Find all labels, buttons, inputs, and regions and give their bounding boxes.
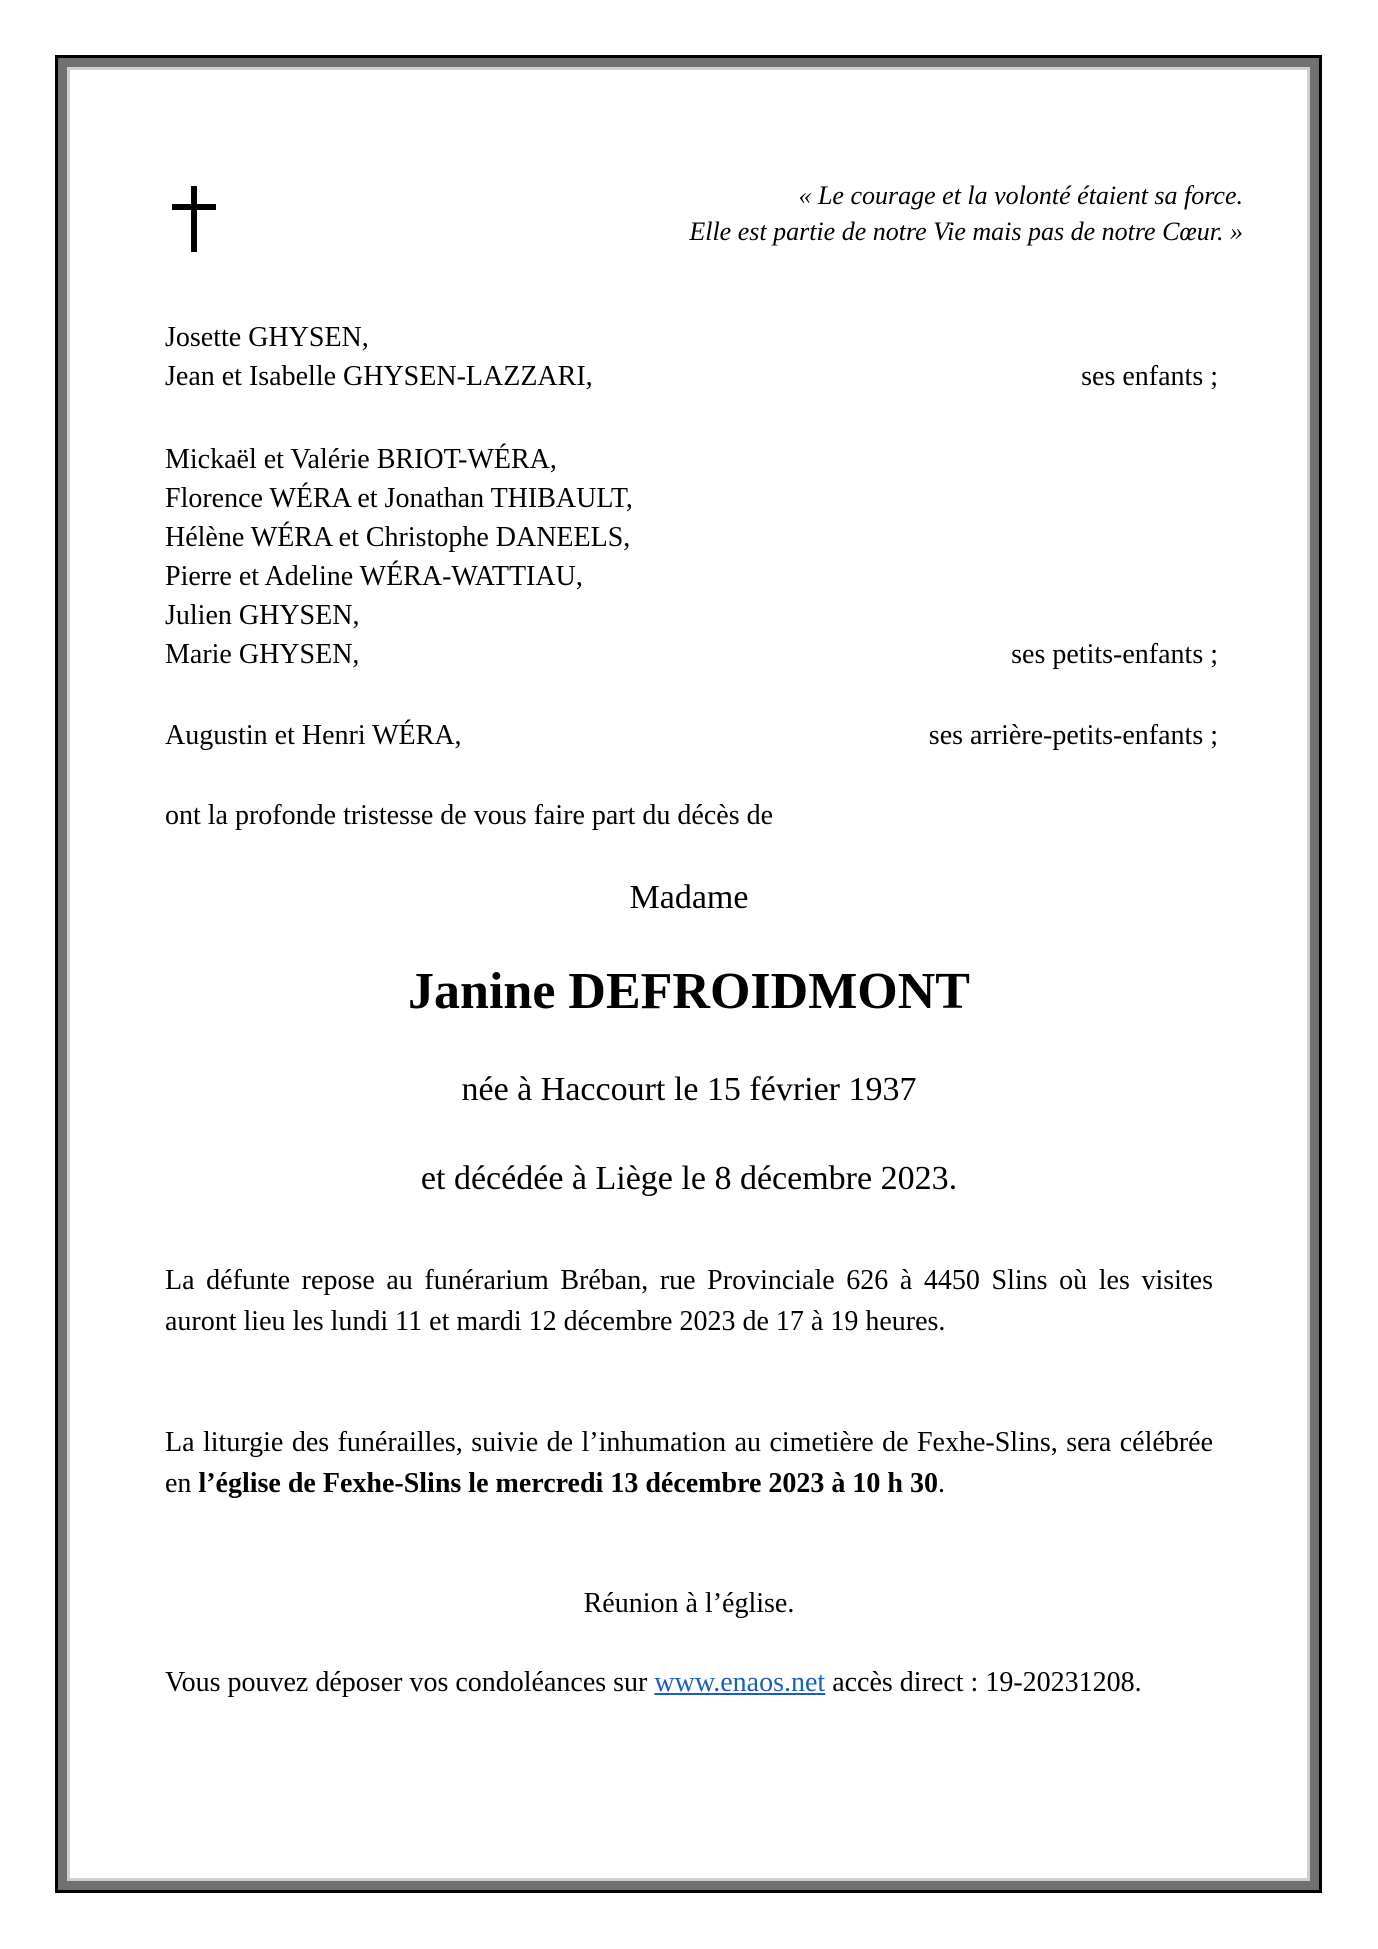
funeral-date-place: l’église de Fexhe-Slins le mercredi 13 décembre 2023 à 10 h 30 bbox=[198, 1468, 938, 1499]
visitation-paragraph: La défunte repose au funérarium Bréban, rue Provinciale 626 à 4450 Slins où les visites auront lieu les lundi 11 et mardi 12 décembre 2023 de 17 à 19 heures. bbox=[165, 1265, 1213, 1337]
funeral-text: La liturgie des funérailles, suivie de l’inhumation au cimetière de Fexhe-Slins, sera célébrée en bbox=[165, 1427, 1213, 1499]
honorific: Madame bbox=[629, 879, 749, 916]
family-name: Hélène WÉRA et Christophe DANEELS, bbox=[165, 522, 631, 553]
relation-label: ses petits-enfants ; bbox=[1011, 639, 1218, 670]
condolences-link[interactable]: www.enaos.net bbox=[654, 1667, 826, 1698]
funeral-paragraph: La liturgie des funérailles, suivie de l’inhumation au cimetière de Fexhe-Slins, sera célébrée en l’église de Fexhe-Slins le mercredi 13 décembre 2023 à 10 h 30. bbox=[165, 1427, 1213, 1499]
deceased-name: Janine DEFROIDMONT bbox=[408, 963, 970, 1020]
family-name: Pierre et Adeline WÉRA-WATTIAU, bbox=[165, 561, 583, 592]
quote-line-1: « Le courage et la volonté étaient sa force. bbox=[798, 181, 1243, 210]
epitaph-quote bbox=[689, 178, 1243, 250]
quote-line-2: Elle est partie de notre Vie mais pas de notre Cœur. » bbox=[689, 217, 1243, 246]
family-name: Marie GHYSEN, bbox=[165, 639, 360, 670]
reunion-text: Réunion à l’église. bbox=[583, 1588, 795, 1619]
family-name: Florence WÉRA et Jonathan THIBAULT, bbox=[165, 483, 633, 514]
condolences-paragraph: Vous pouvez déposer vos condoléances sur www.enaos.net accès direct : 19-20231208. bbox=[165, 1667, 1142, 1698]
announcement-text: ont la profonde tristesse de vous faire part du décès de bbox=[165, 800, 774, 831]
latin-cross-icon bbox=[172, 186, 216, 252]
family-name: Mickaël et Valérie BRIOT-WÉRA, bbox=[165, 444, 557, 475]
birth-info: née à Haccourt le 15 février 1937 bbox=[461, 1071, 917, 1108]
relation-label: ses enfants ; bbox=[1081, 361, 1218, 392]
family-name: Julien GHYSEN, bbox=[165, 600, 360, 631]
relation-label: ses arrière-petits-enfants ; bbox=[928, 720, 1218, 751]
death-info: et décédée à Liège le 8 décembre 2023. bbox=[420, 1160, 958, 1197]
family-name: Josette GHYSEN, bbox=[165, 322, 369, 353]
family-name: Augustin et Henri WÉRA, bbox=[165, 720, 462, 751]
family-name: Jean et Isabelle GHYSEN-LAZZARI, bbox=[165, 361, 593, 392]
